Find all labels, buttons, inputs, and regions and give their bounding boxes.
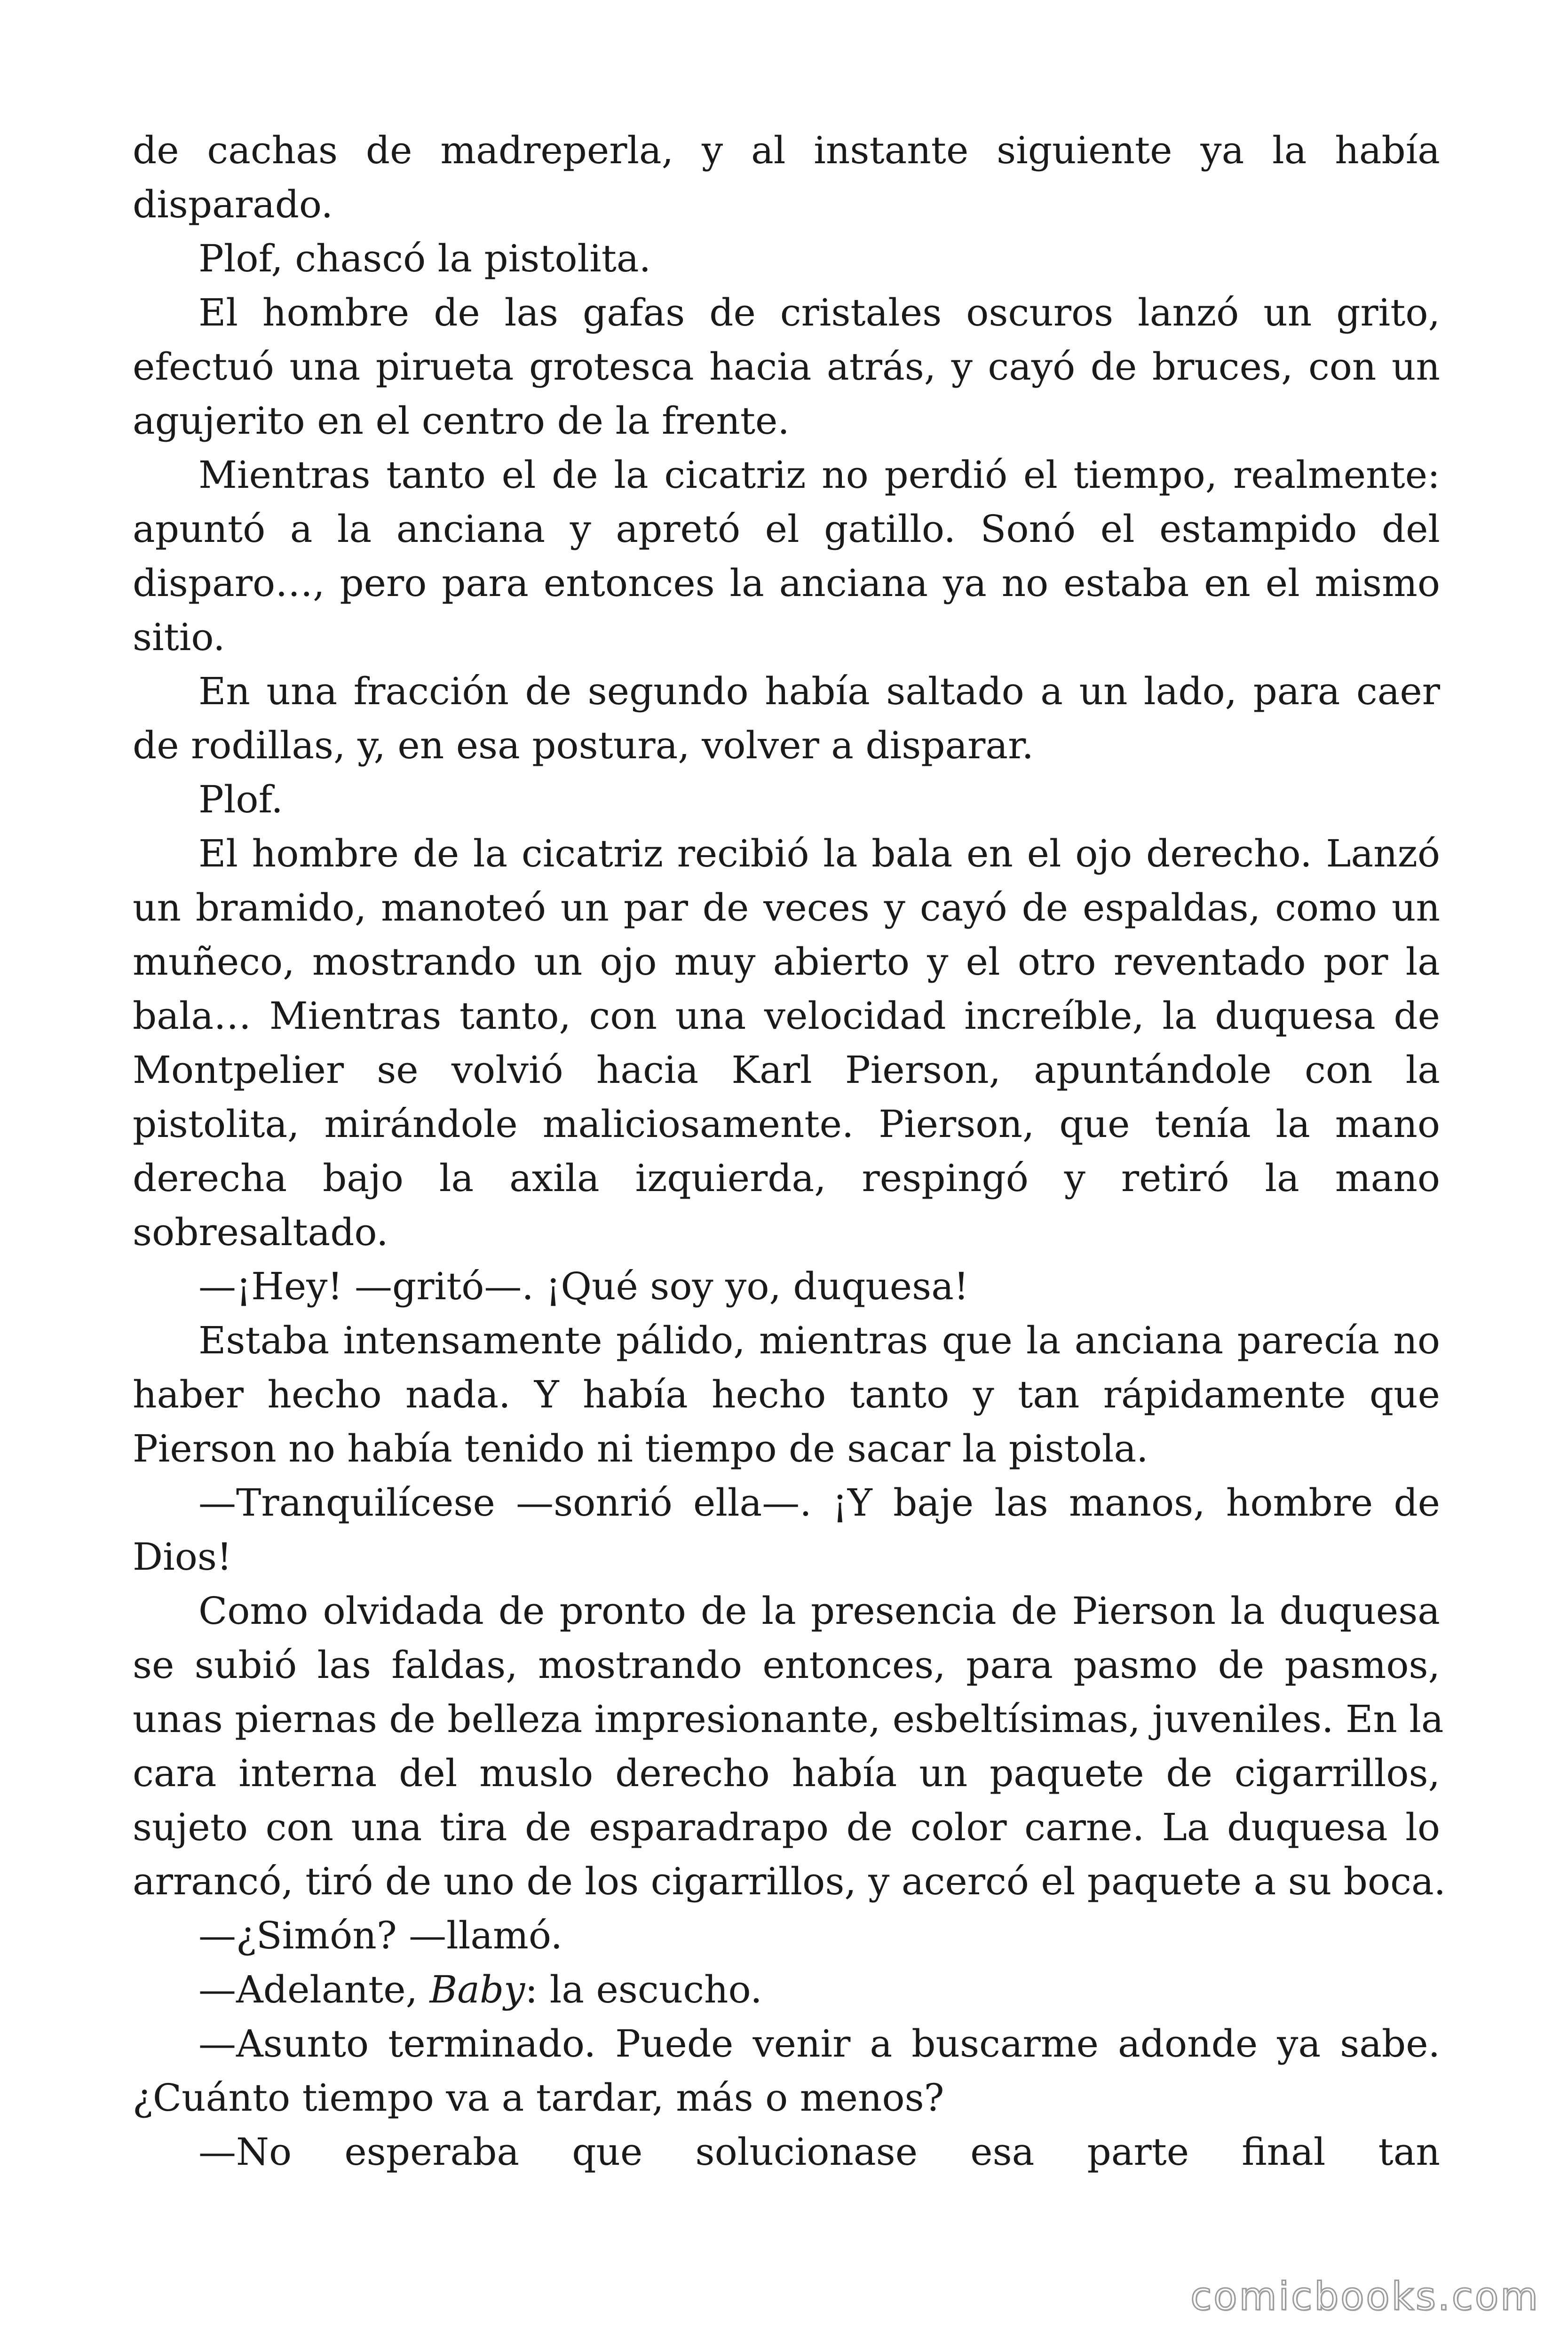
text-line: cara interna del muslo derecho había un paquete de cigarrillos,: [133, 1751, 1440, 1795]
text-line: de cachas de madreperla, y al instante siguiente ya la había: [133, 128, 1440, 172]
text-line: sitio.: [133, 615, 225, 659]
text-line: sobresaltado.: [133, 1210, 388, 1254]
text-line: agujerito en el centro de la frente.: [133, 399, 790, 443]
text-line: Plof.: [198, 778, 283, 821]
text-line: arrancó, tiró de uno de los cigarrillos, y acercó el paquete a su boca.: [133, 1859, 1446, 1903]
text-line: un bramido, manoteó un par de veces y cayó de espaldas, como un: [133, 886, 1440, 930]
watermark: comicbooks.com: [1190, 2274, 1540, 2319]
text-line: de rodillas, y, en esa postura, volver a disparar.: [133, 723, 1034, 767]
body-text: [133, 123, 1446, 2179]
text-line: apuntó a la anciana y apretó el gatillo. Sonó el estampido del: [133, 507, 1440, 551]
text-line: Como olvidada de pronto de la presencia de Pierson la duquesa: [198, 1589, 1440, 1633]
text-line: haber hecho nada. Y había hecho tanto y tan rápidamente que: [133, 1373, 1440, 1416]
text-line: muñeco, mostrando un ojo muy abierto y el otro reventado por la: [133, 940, 1440, 984]
text-line: sujeto con una tira de esparadrapo de color carne. La duquesa lo: [133, 1805, 1440, 1849]
text-line: Estaba intensamente pálido, mientras que la anciana parecía no: [198, 1319, 1440, 1362]
text-line: Pierson no había tenido ni tiempo de sacar la pistola.: [133, 1427, 1148, 1470]
text-line: El hombre de las gafas de cristales oscuros lanzó un grito,: [198, 291, 1440, 334]
text-line: ¿Cuánto tiempo va a tardar, más o menos?: [133, 2076, 944, 2120]
text-line: —¡Hey! —gritó—. ¡Qué soy yo, duquesa!: [198, 1264, 969, 1308]
text-line: unas piernas de belleza impresionante, esbeltísimas, juveniles. En la: [133, 1697, 1444, 1741]
text-line: disparo…, pero para entonces la anciana ya no estaba en el mismo: [133, 561, 1440, 605]
text-line: bala… Mientras tanto, con una velocidad increíble, la duquesa de: [133, 994, 1440, 1038]
text-line: —Tranquilícese —sonrió ella—. ¡Y baje las manos, hombre de: [198, 1481, 1440, 1525]
text-line: En una fracción de segundo había saltado a un lado, para caer: [198, 669, 1440, 713]
text-line: disparado.: [133, 183, 333, 226]
text-line: —Asunto terminado. Puede venir a buscarme adonde ya sabe.: [198, 2022, 1440, 2066]
text-line: Montpelier se volvió hacia Karl Pierson, apuntándole con la: [133, 1048, 1440, 1092]
text-line: derecha bajo la axila izquierda, respingó y retiró la mano: [133, 1156, 1440, 1200]
text-line: —Adelante, Baby: la escucho.: [198, 1968, 762, 2011]
text-line: —¿Simón? —llamó.: [198, 1914, 563, 1957]
text-line: pistolita, mirándole maliciosamente. Pierson, que tenía la mano: [133, 1102, 1440, 1146]
text-line: efectuó una pirueta grotesca hacia atrás, y cayó de bruces, con un: [133, 345, 1440, 389]
text-line: Dios!: [133, 1535, 232, 1579]
text-line: Plof, chascó la pistolita.: [198, 237, 651, 280]
text-line: se subió las faldas, mostrando entonces, para pasmo de pasmos,: [133, 1643, 1440, 1687]
text-line: —No esperaba que solucionase esa parte final tan: [198, 2130, 1440, 2174]
italic-name: Baby: [429, 1968, 525, 2011]
text-line: El hombre de la cicatriz recibió la bala en el ojo derecho. Lanzó: [198, 832, 1440, 875]
text-line: Mientras tanto el de la cicatriz no perdió el tiempo, realmente:: [198, 453, 1440, 497]
